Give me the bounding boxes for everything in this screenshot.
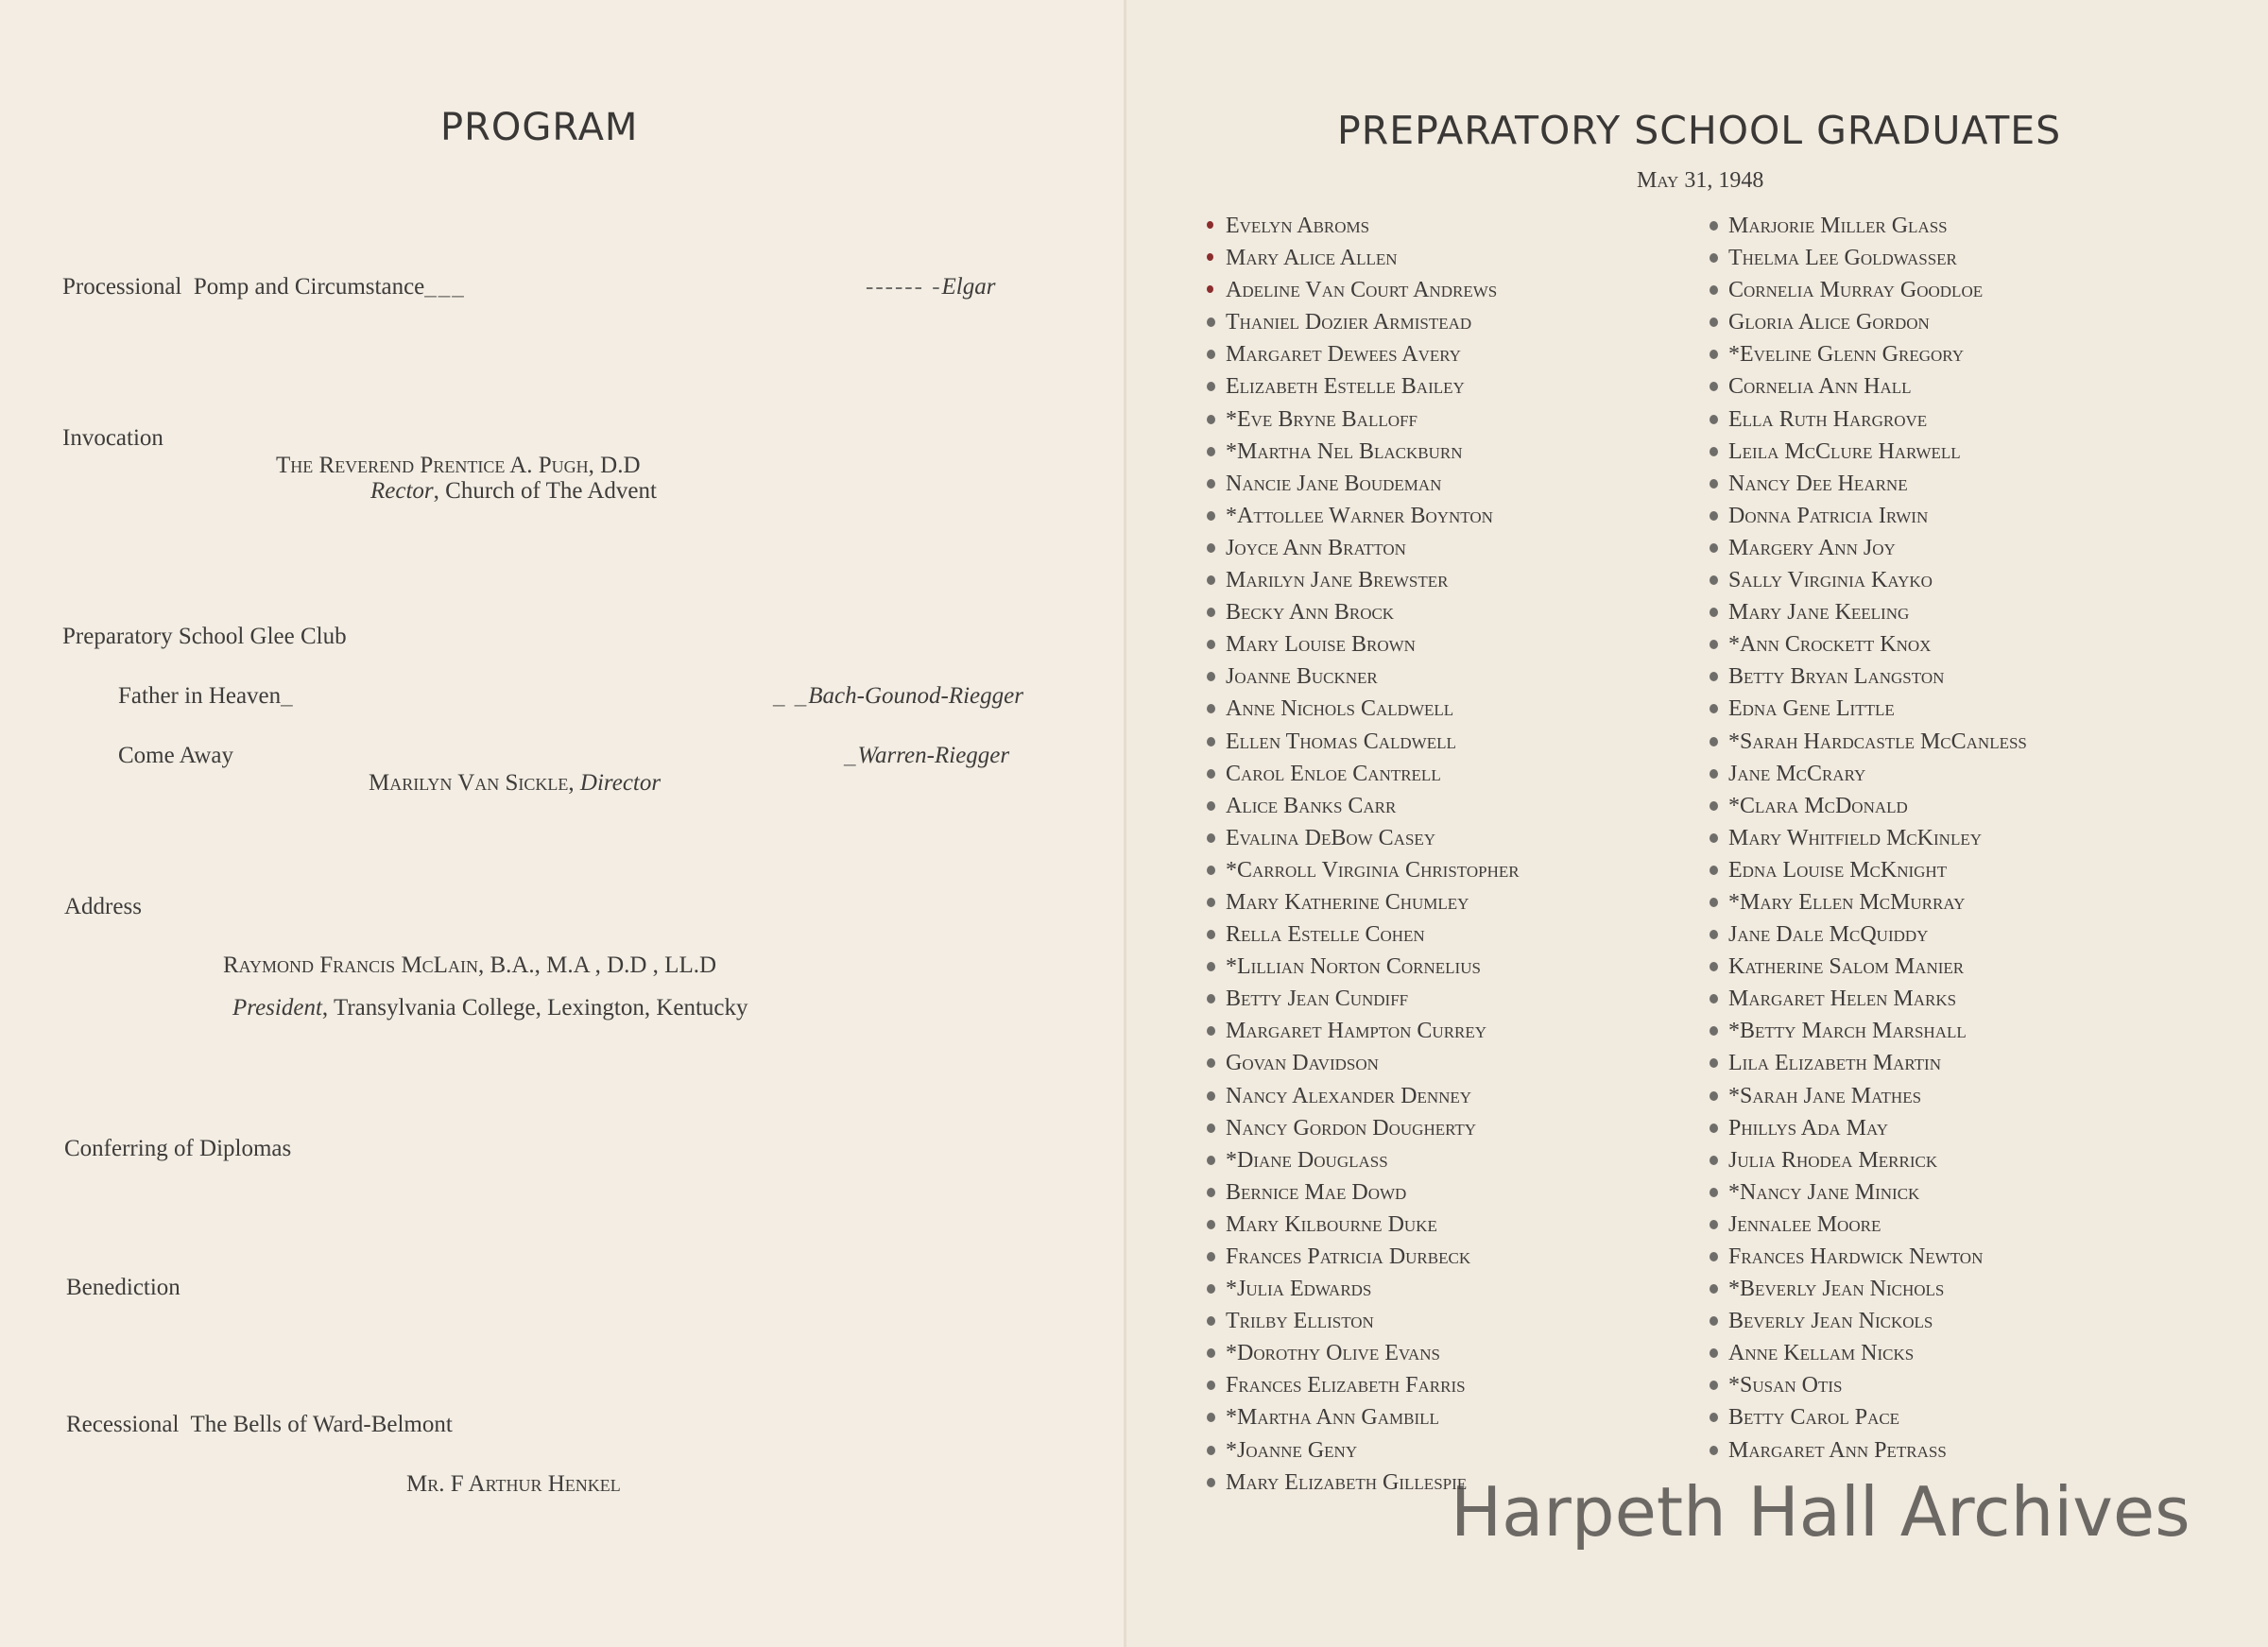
graduate-entry: Sally Virginia Kayko xyxy=(1710,564,2027,596)
check-mark-icon xyxy=(1710,1058,1718,1068)
song1-row: Father in Heaven_ xyxy=(118,683,295,709)
check-mark-icon xyxy=(1710,415,1718,424)
song2-title: Come Away xyxy=(118,743,233,768)
check-mark-icon xyxy=(1710,253,1718,263)
check-mark-icon xyxy=(1710,704,1718,713)
graduates-column-2 xyxy=(1710,210,2027,1467)
graduate-entry: Thaniel Dozier Armistead xyxy=(1207,306,1520,338)
graduate-entry: Trilby Elliston xyxy=(1207,1305,1520,1337)
graduate-entry: Carol Enloe Cantrell xyxy=(1207,758,1520,790)
graduate-entry: Ellen Thomas Caldwell xyxy=(1207,726,1520,758)
graduate-entry: *Diane Douglass xyxy=(1207,1144,1520,1176)
graduate-entry: Frances Patricia Durbeck xyxy=(1207,1241,1520,1273)
address-role xyxy=(232,995,748,1021)
graduate-entry: Margery Ann Joy xyxy=(1710,532,2027,564)
check-mark-icon xyxy=(1710,285,1718,295)
check-mark-icon xyxy=(1207,1446,1215,1455)
graduate-entry: Nancy Alexander Denney xyxy=(1207,1080,1520,1112)
graduate-entry: Evelyn Abroms xyxy=(1207,210,1520,242)
check-mark-icon xyxy=(1207,479,1215,489)
graduate-entry: *Clara McDonald xyxy=(1710,790,2027,822)
benediction-label: Benediction xyxy=(66,1275,180,1300)
check-mark-icon xyxy=(1710,1124,1718,1133)
check-mark-icon xyxy=(1207,608,1215,617)
invocation-label: Invocation xyxy=(62,425,163,451)
graduation-date: May 31, 1948 xyxy=(1637,168,1764,193)
graduate-entry: Govan Davidson xyxy=(1207,1047,1520,1079)
graduates-column-1 xyxy=(1207,210,1520,1499)
check-mark-icon xyxy=(1710,575,1718,585)
check-mark-icon xyxy=(1207,866,1215,875)
check-mark-icon xyxy=(1710,543,1718,553)
check-mark-icon xyxy=(1207,350,1215,359)
graduate-entry: *Martha Ann Gambill xyxy=(1207,1401,1520,1433)
graduate-entry: Mary Alice Allen xyxy=(1207,242,1520,274)
graduate-entry: *Lillian Norton Cornelius xyxy=(1207,951,1520,983)
check-mark-icon xyxy=(1207,382,1215,391)
graduate-entry: Edna Gene Little xyxy=(1710,693,2027,725)
check-mark-icon xyxy=(1207,1413,1215,1422)
graduate-entry: Mary Louise Brown xyxy=(1207,628,1520,661)
graduate-entry: *Susan Otis xyxy=(1710,1369,2027,1401)
check-mark-icon xyxy=(1710,994,1718,1004)
graduate-entry: Frances Hardwick Newton xyxy=(1710,1241,2027,1273)
graduate-entry: *Dorothy Olive Evans xyxy=(1207,1337,1520,1369)
check-mark-icon xyxy=(1207,1252,1215,1261)
check-mark-icon xyxy=(1207,317,1215,327)
processional-label: Processional xyxy=(62,274,182,300)
graduate-entry: Beverly Jean Nickols xyxy=(1710,1305,2027,1337)
graduate-entry: Anne Nichols Caldwell xyxy=(1207,693,1520,725)
check-mark-icon xyxy=(1207,1124,1215,1133)
song2-composer-row: _Warren-Riegger xyxy=(844,743,1010,768)
graduate-entry: Frances Elizabeth Farris xyxy=(1207,1369,1520,1401)
check-mark-icon xyxy=(1207,1316,1215,1326)
graduate-entry: Margaret Ann Petrass xyxy=(1710,1434,2027,1467)
invocation-name: The Reverend Prentice A. Pugh, D.D xyxy=(276,453,641,478)
recessional-label: Recessional xyxy=(66,1412,180,1437)
check-mark-icon xyxy=(1207,1478,1215,1487)
graduate-entry: Lila Elizabeth Martin xyxy=(1710,1047,2027,1079)
graduate-entry: Betty Carol Pace xyxy=(1710,1401,2027,1433)
graduate-entry: Leila McClure Harwell xyxy=(1710,436,2027,468)
graduate-entry: *Eve Bryne Balloff xyxy=(1207,403,1520,436)
graduate-entry: Mary Katherine Chumley xyxy=(1207,886,1520,918)
check-mark-icon xyxy=(1207,253,1213,261)
graduate-entry: *Mary Ellen McMurray xyxy=(1710,886,2027,918)
graduate-entry: *Ann Crockett Knox xyxy=(1710,628,2027,661)
invocation-role xyxy=(370,478,657,505)
archive-watermark: Harpeth Hall Archives xyxy=(1451,1472,2191,1552)
check-mark-icon xyxy=(1710,350,1718,359)
graduate-entry: Rella Estelle Cohen xyxy=(1207,918,1520,951)
graduate-entry: Joyce Ann Bratton xyxy=(1207,532,1520,564)
check-mark-icon xyxy=(1710,1381,1718,1390)
song1-composer: Bach-Gounod-Riegger xyxy=(808,683,1023,709)
graduate-entry: Nancy Dee Hearne xyxy=(1710,468,2027,500)
recessional-row xyxy=(66,1412,453,1438)
graduate-entry: Margaret Dewees Avery xyxy=(1207,338,1520,370)
check-mark-icon xyxy=(1710,1446,1718,1455)
processional-composer-row: ------ -Elgar xyxy=(866,274,996,300)
check-mark-icon xyxy=(1207,801,1215,811)
graduate-entry: Margaret Hampton Currey xyxy=(1207,1015,1520,1047)
check-mark-icon xyxy=(1710,1252,1718,1261)
check-mark-icon xyxy=(1710,1413,1718,1422)
check-mark-icon xyxy=(1207,575,1215,585)
graduate-entry: Edna Louise McKnight xyxy=(1710,854,2027,886)
check-mark-icon xyxy=(1207,640,1215,649)
check-mark-icon xyxy=(1207,221,1213,229)
song2-composer: Warren-Riegger xyxy=(857,743,1010,768)
invocation-role-title: Rector xyxy=(370,478,434,504)
address-role-rest: , Transylvania College, Lexington, Kentucky xyxy=(321,995,748,1021)
graduates-page xyxy=(1126,0,2268,1647)
check-mark-icon xyxy=(1207,962,1215,971)
check-mark-icon xyxy=(1207,930,1215,939)
graduate-entry: Julia Rhodea Merrick xyxy=(1710,1144,2027,1176)
check-mark-icon xyxy=(1207,1348,1215,1358)
graduate-entry: *Carroll Virginia Christopher xyxy=(1207,854,1520,886)
check-mark-icon xyxy=(1710,511,1718,521)
check-mark-icon xyxy=(1710,221,1718,231)
graduate-entry: Marjorie Miller Glass xyxy=(1710,210,2027,242)
recessional-piece: The Bells of Ward-Belmont xyxy=(190,1412,453,1437)
director-row: Marilyn Van Sickle, Director xyxy=(369,770,662,796)
check-mark-icon xyxy=(1207,737,1215,746)
graduate-entry: *Sarah Jane Mathes xyxy=(1710,1080,2027,1112)
graduate-entry: Phillys Ada May xyxy=(1710,1112,2027,1144)
graduate-entry: Adeline Van Court Andrews xyxy=(1207,274,1520,306)
director-name: Marilyn Van Sickle xyxy=(369,770,569,796)
graduate-entry: Nancy Gordon Dougherty xyxy=(1207,1112,1520,1144)
director-title: Director xyxy=(579,770,662,796)
graduate-entry: Elizabeth Estelle Bailey xyxy=(1207,370,1520,403)
check-mark-icon xyxy=(1710,640,1718,649)
song1-title: Father in Heaven xyxy=(118,683,282,709)
graduate-entry: Ella Ruth Hargrove xyxy=(1710,403,2027,436)
check-mark-icon xyxy=(1710,382,1718,391)
check-mark-icon xyxy=(1207,704,1215,713)
invocation-role-rest: , Church of The Advent xyxy=(433,478,657,504)
check-mark-icon xyxy=(1207,1284,1215,1294)
check-mark-icon xyxy=(1710,769,1718,779)
program-title: PROGRAM xyxy=(440,106,639,149)
graduate-entry: Katherine Salom Manier xyxy=(1710,951,2027,983)
check-mark-icon xyxy=(1710,447,1718,456)
graduate-entry: Cornelia Murray Goodloe xyxy=(1710,274,2027,306)
check-mark-icon xyxy=(1710,833,1718,843)
graduates-title: PREPARATORY SCHOOL GRADUATES xyxy=(1337,108,2062,153)
check-mark-icon xyxy=(1710,930,1718,939)
graduate-entry: Mary Jane Keeling xyxy=(1710,596,2027,628)
graduate-entry: *Betty March Marshall xyxy=(1710,1015,2027,1047)
check-mark-icon xyxy=(1710,1156,1718,1165)
graduate-entry: Margaret Helen Marks xyxy=(1710,983,2027,1015)
graduate-entry: Jane Dale McQuiddy xyxy=(1710,918,2027,951)
graduate-entry: Donna Patricia Irwin xyxy=(1710,500,2027,532)
graduate-entry: Betty Bryan Langston xyxy=(1710,661,2027,693)
glee-club-label: Preparatory School Glee Club xyxy=(62,624,347,649)
graduate-entry: Anne Kellam Nicks xyxy=(1710,1337,2027,1369)
check-mark-icon xyxy=(1710,1284,1718,1294)
check-mark-icon xyxy=(1207,672,1215,681)
graduate-entry: Bernice Mae Dowd xyxy=(1207,1176,1520,1209)
check-mark-icon xyxy=(1207,1058,1215,1068)
check-mark-icon xyxy=(1710,1091,1718,1101)
check-mark-icon xyxy=(1710,866,1718,875)
check-mark-icon xyxy=(1207,1381,1215,1390)
graduate-entry: Nancie Jane Boudeman xyxy=(1207,468,1520,500)
check-mark-icon xyxy=(1710,1026,1718,1036)
check-mark-icon xyxy=(1207,1026,1215,1036)
graduate-entry: Mary Whitfield McKinley xyxy=(1710,822,2027,854)
graduate-entry: Mary Elizabeth Gillespie xyxy=(1207,1467,1520,1499)
check-mark-icon xyxy=(1710,737,1718,746)
check-mark-icon xyxy=(1710,801,1718,811)
processional-piece: Pomp and Circumstance xyxy=(193,274,425,300)
check-mark-icon xyxy=(1207,1156,1215,1165)
address-role-title: President xyxy=(232,995,322,1021)
graduate-entry: *Nancy Jane Minick xyxy=(1710,1176,2027,1209)
graduate-entry: Becky Ann Brock xyxy=(1207,596,1520,628)
check-mark-icon xyxy=(1207,285,1213,293)
check-mark-icon xyxy=(1710,479,1718,489)
check-mark-icon xyxy=(1207,898,1215,907)
check-mark-icon xyxy=(1207,415,1215,424)
graduate-entry: *Sarah Hardcastle McCanless xyxy=(1710,726,2027,758)
address-label: Address xyxy=(64,894,142,919)
check-mark-icon xyxy=(1710,1316,1718,1326)
check-mark-icon xyxy=(1710,317,1718,327)
graduate-entry: Marilyn Jane Brewster xyxy=(1207,564,1520,596)
graduate-entry: *Beverly Jean Nichols xyxy=(1710,1273,2027,1305)
check-mark-icon xyxy=(1207,994,1215,1004)
processional-composer: Elgar xyxy=(941,274,996,300)
check-mark-icon xyxy=(1207,1091,1215,1101)
conferring-label: Conferring of Diplomas xyxy=(64,1136,292,1161)
check-mark-icon xyxy=(1710,608,1718,617)
check-mark-icon xyxy=(1710,898,1718,907)
graduate-entry: *Julia Edwards xyxy=(1207,1273,1520,1305)
graduate-entry: *Martha Nel Blackburn xyxy=(1207,436,1520,468)
graduate-entry: Jane McCrary xyxy=(1710,758,2027,790)
check-mark-icon xyxy=(1207,833,1215,843)
graduate-entry: Mary Kilbourne Duke xyxy=(1207,1209,1520,1241)
graduate-entry: *Eveline Glenn Gregory xyxy=(1710,338,2027,370)
check-mark-icon xyxy=(1710,962,1718,971)
check-mark-icon xyxy=(1207,447,1215,456)
graduate-entry: Gloria Alice Gordon xyxy=(1710,306,2027,338)
processional-row: Processional Pomp and Circumstance___ xyxy=(62,274,466,300)
check-mark-icon xyxy=(1207,1188,1215,1197)
song1-composer-row: _ _Bach-Gounod-Riegger xyxy=(773,683,1023,709)
address-name: Raymond Francis McLain, B.A., M.A , D.D , LL.D xyxy=(223,952,717,978)
graduate-entry: Jennalee Moore xyxy=(1710,1209,2027,1241)
graduate-entry: *Joanne Geny xyxy=(1207,1434,1520,1467)
check-mark-icon xyxy=(1710,672,1718,681)
graduate-entry: Thelma Lee Goldwasser xyxy=(1710,242,2027,274)
check-mark-icon xyxy=(1207,769,1215,779)
check-mark-icon xyxy=(1710,1188,1718,1197)
recessional-performer: Mr. F Arthur Henkel xyxy=(406,1471,621,1497)
check-mark-icon xyxy=(1710,1348,1718,1358)
graduate-entry: *Attollee Warner Boynton xyxy=(1207,500,1520,532)
program-page xyxy=(0,0,1125,1647)
graduate-entry: Alice Banks Carr xyxy=(1207,790,1520,822)
graduate-entry: Betty Jean Cundiff xyxy=(1207,983,1520,1015)
check-mark-icon xyxy=(1207,543,1215,553)
graduate-entry: Cornelia Ann Hall xyxy=(1710,370,2027,403)
check-mark-icon xyxy=(1207,1220,1215,1229)
graduate-entry: Evalina DeBow Casey xyxy=(1207,822,1520,854)
check-mark-icon xyxy=(1207,511,1215,521)
graduate-entry: Joanne Buckner xyxy=(1207,661,1520,693)
check-mark-icon xyxy=(1710,1220,1718,1229)
